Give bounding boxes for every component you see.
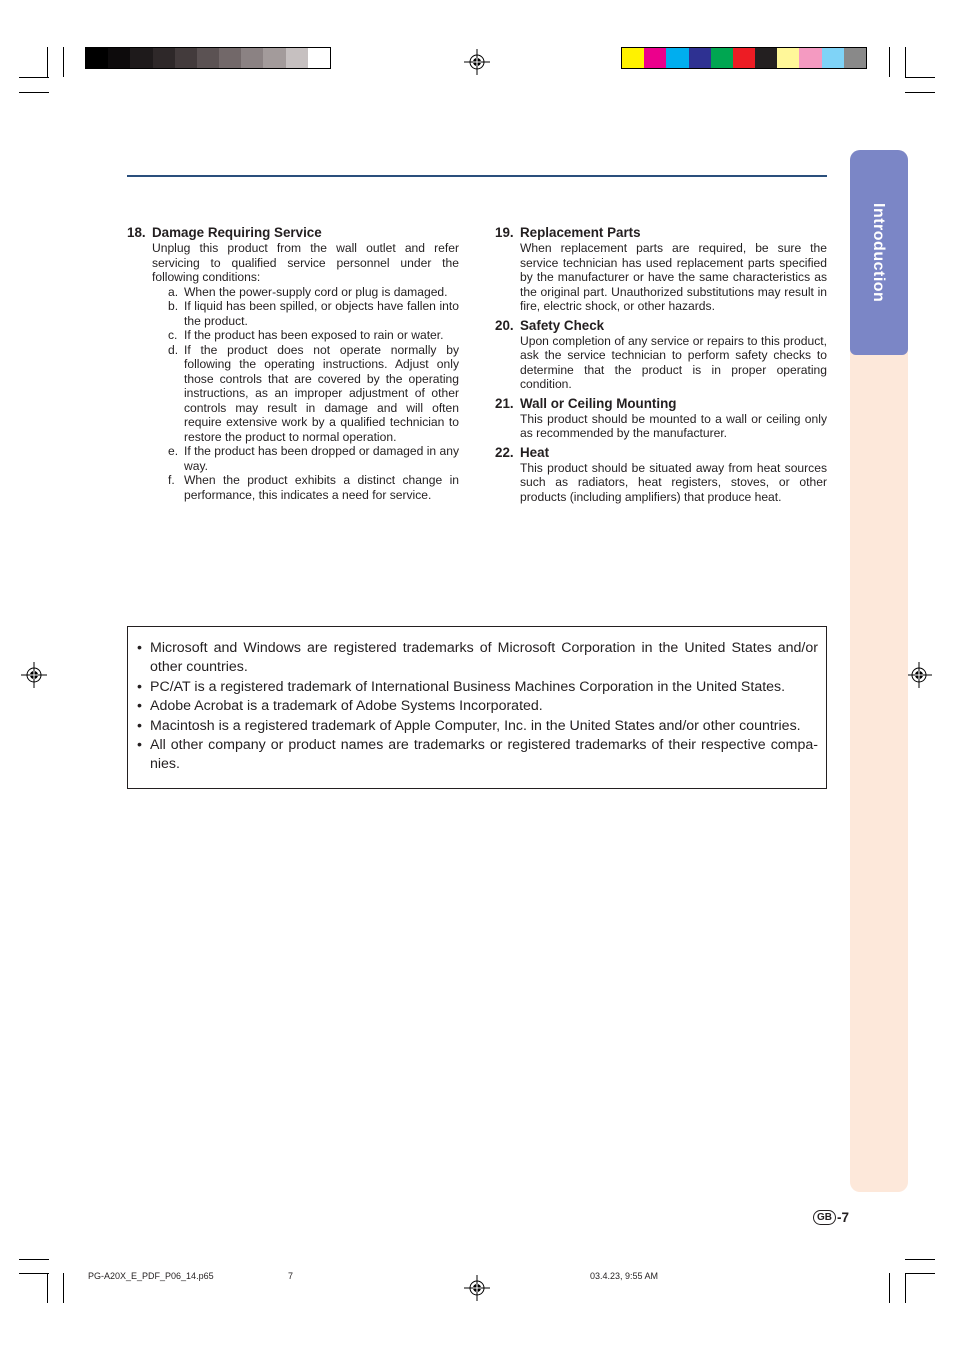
section-wall-or-ceiling-mounting bbox=[495, 396, 827, 441]
bullet-icon: • bbox=[137, 678, 142, 695]
section-number: 21. bbox=[495, 395, 514, 411]
list-item bbox=[168, 473, 459, 502]
section-title bbox=[495, 445, 827, 461]
section-title-text: Damage Requiring Service bbox=[152, 225, 322, 240]
right-column bbox=[495, 225, 827, 504]
color-swatch bbox=[733, 48, 755, 68]
list-text: If the product has been dropped or damaged in any way. bbox=[184, 444, 459, 473]
section-body: Upon completion of any service or repairs to this product, ask the service technician to perform safety checks to determine that the product is in proper operating condition. bbox=[520, 333, 827, 391]
bullet-icon: • bbox=[137, 737, 142, 754]
section-title-text: Replacement Parts bbox=[520, 225, 641, 240]
page-number bbox=[813, 1210, 849, 1225]
bullet-icon: • bbox=[137, 698, 142, 715]
list-item bbox=[168, 299, 459, 328]
color-swatch bbox=[777, 48, 799, 68]
color-swatch bbox=[844, 48, 866, 68]
section-body: This product should be mounted to a wall or ceiling only as recommended by the manufacturer. bbox=[520, 411, 827, 440]
section-title bbox=[495, 318, 827, 334]
section-body: Unplug this product from the wall outlet and refer servicing to qualified service personnel under the following conditions: bbox=[152, 241, 459, 284]
registration-mark-icon bbox=[464, 1275, 490, 1301]
color-swatch bbox=[755, 48, 777, 68]
trademark-item bbox=[137, 736, 818, 775]
trademark-item bbox=[137, 717, 818, 736]
color-swatch bbox=[666, 48, 688, 68]
page-number-text: -7 bbox=[837, 1210, 850, 1225]
color-swatch bbox=[86, 48, 108, 68]
color-swatch bbox=[175, 48, 197, 68]
condition-list bbox=[127, 285, 459, 503]
section-title bbox=[495, 225, 827, 241]
list-letter: a. bbox=[168, 284, 179, 299]
list-letter: e. bbox=[168, 444, 179, 458]
trademark-text: Microsoft and Windows are registered trademarks of Microsoft Corporation in the United States and/or other countries. bbox=[150, 640, 818, 676]
list-letter: b. bbox=[168, 299, 179, 313]
trademark-text: Adobe Acrobat is a trademark of Adobe Systems Incorporated. bbox=[150, 698, 543, 715]
registration-mark-icon bbox=[21, 662, 47, 688]
left-column bbox=[127, 225, 459, 502]
bullet-icon: • bbox=[137, 717, 142, 734]
section-number: 22. bbox=[495, 444, 514, 460]
color-swatch bbox=[711, 48, 733, 68]
section-number: 18. bbox=[127, 225, 146, 240]
registration-mark-icon bbox=[906, 662, 932, 688]
trademark-item bbox=[137, 678, 818, 697]
list-letter: c. bbox=[168, 328, 178, 342]
color-swatch bbox=[197, 48, 219, 68]
section-title bbox=[495, 396, 827, 412]
section-title-text: Safety Check bbox=[520, 317, 605, 333]
list-item bbox=[168, 285, 459, 300]
section-number: 19. bbox=[495, 225, 514, 240]
color-swatch bbox=[822, 48, 844, 68]
registration-mark-icon bbox=[464, 49, 490, 75]
list-text: When the product exhibits a distinct change in performance, this indicates a need for service. bbox=[184, 473, 459, 502]
color-swatch bbox=[308, 48, 330, 68]
region-badge: GB bbox=[813, 1210, 836, 1225]
list-item bbox=[168, 444, 459, 473]
section-replacement-parts bbox=[495, 225, 827, 314]
list-text: If the product does not operate normally by following the operating instructions. Adjust only those controls that are covered by the operating instructions, as an improper adjustment of other controls may result in damage and will often require extensive work by a qualified technician to restore the product to normal operation. bbox=[184, 342, 459, 444]
list-letter: d. bbox=[168, 342, 179, 357]
color-swatch bbox=[799, 48, 821, 68]
section-safety-check bbox=[495, 318, 827, 392]
list-item bbox=[168, 343, 459, 445]
trademark-text: Macintosh is a registered trademark of Apple Computer, Inc. in the United States and/or other countries. bbox=[150, 717, 801, 734]
trademark-notice-box bbox=[127, 626, 827, 789]
trademark-item bbox=[137, 697, 818, 716]
color-swatch bbox=[689, 48, 711, 68]
list-text: When the power-supply cord or plug is damaged. bbox=[184, 284, 448, 299]
section-damage-requiring-service bbox=[127, 225, 459, 502]
color-swatch bbox=[263, 48, 285, 68]
list-text: If liquid has been spilled, or objects have fallen into the product. bbox=[184, 299, 459, 328]
list-text: If the product has been exposed to rain or water. bbox=[184, 328, 444, 342]
section-number: 20. bbox=[495, 317, 514, 333]
list-item bbox=[168, 328, 459, 343]
color-swatch bbox=[219, 48, 241, 68]
grayscale-color-bar bbox=[85, 47, 331, 69]
bullet-icon: • bbox=[137, 640, 142, 656]
footer-timestamp: 03.4.23, 9:55 AM bbox=[590, 1271, 659, 1281]
footer-page: 7 bbox=[288, 1271, 294, 1281]
section-heat bbox=[495, 445, 827, 505]
trademark-text: All other company or product names are trademarks or registered trademarks of their respective compa-nies. bbox=[150, 737, 818, 773]
color-swatch bbox=[622, 48, 644, 68]
color-swatch bbox=[153, 48, 175, 68]
section-title-text: Heat bbox=[520, 444, 550, 460]
color-swatch bbox=[644, 48, 666, 68]
section-body: This product should be situated away from heat sources such as radiators, heat registers, stoves, or other products (including amplifiers) that produce heat. bbox=[520, 460, 827, 504]
header-rule bbox=[127, 175, 827, 177]
color-swatch bbox=[286, 48, 308, 68]
color-swatch bbox=[108, 48, 130, 68]
process-color-bar bbox=[621, 47, 867, 69]
section-title-text: Wall or Ceiling Mounting bbox=[520, 395, 677, 411]
color-swatch bbox=[241, 48, 263, 68]
list-letter: f. bbox=[168, 473, 175, 487]
color-swatch bbox=[130, 48, 152, 68]
trademark-item bbox=[137, 639, 818, 678]
footer-filename: PG-A20X_E_PDF_P06_14.p65 bbox=[88, 1271, 214, 1281]
side-tab-label: Introduction bbox=[870, 203, 887, 303]
section-title bbox=[127, 225, 459, 241]
trademark-text: PC/AT is a registered trademark of International Business Machines Corporation in the United States. bbox=[150, 678, 786, 695]
section-body: When replacement parts are required, be sure the service technician has used replacement parts specified by the manufacturer or have the same characteristics as the original part. Unauthorized substitutions may result in fire, electric shock, or other hazards. bbox=[520, 241, 827, 313]
